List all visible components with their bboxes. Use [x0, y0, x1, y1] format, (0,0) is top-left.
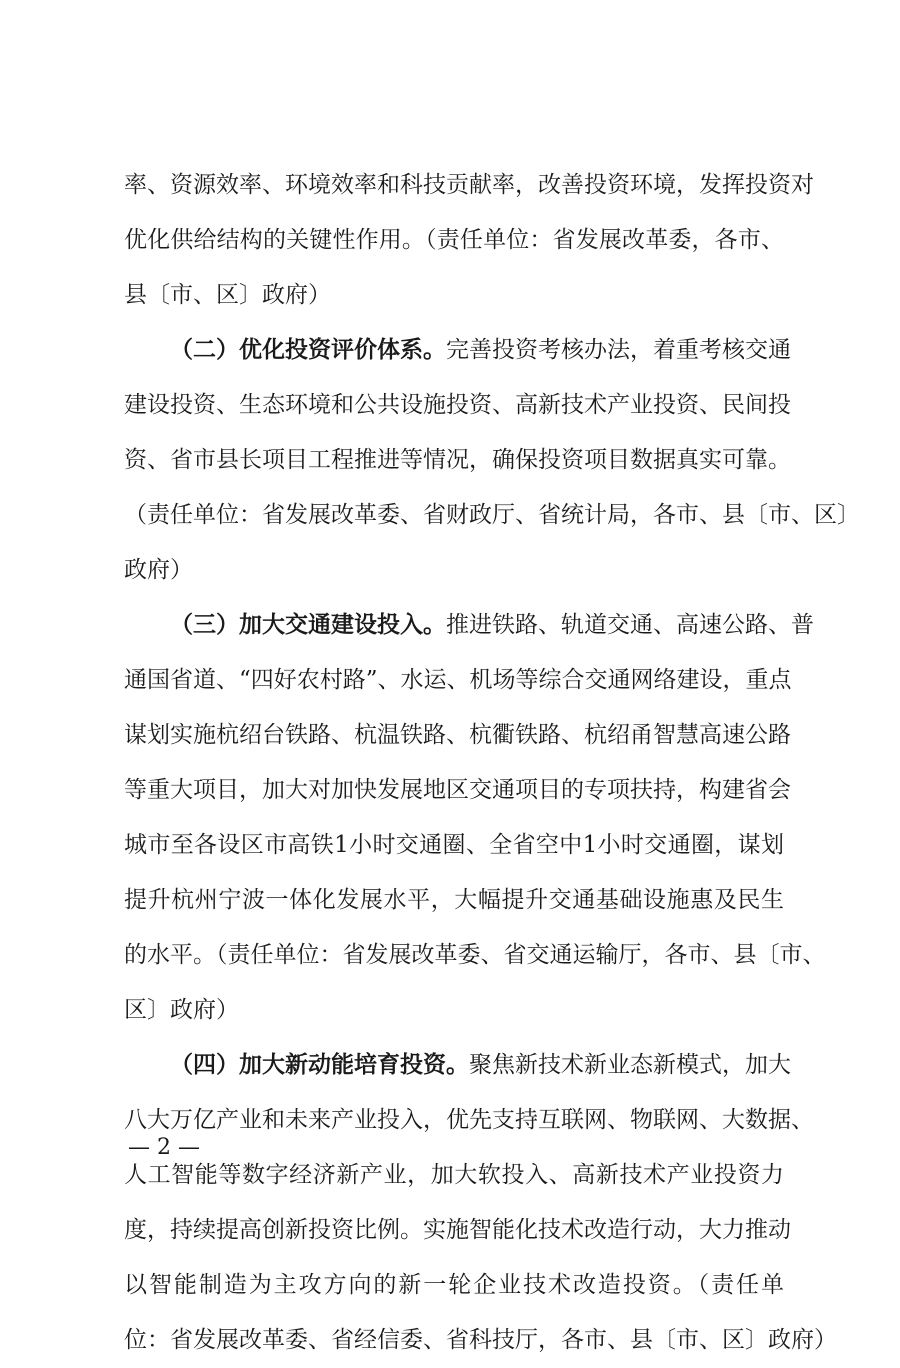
text-line: 通国省道、“四好农村路”、水运、机场等综合交通网络建设，重点	[124, 667, 792, 693]
page-number: — 2 —	[128, 1135, 200, 1160]
text-run: 聚焦新技术新业态新模式，加大	[469, 1052, 791, 1078]
paragraph-investment-evaluation	[124, 323, 860, 598]
text-run: 完善投资考核办法，着重考核交通	[446, 337, 791, 363]
section-heading: （三）加大交通建设投入。	[170, 612, 446, 638]
paragraph-transport-investment	[124, 598, 826, 1038]
paragraph-new-growth-investment	[124, 1038, 837, 1368]
text-line: 率、资源效率、环境效率和科技贡献率，改善投资环境，发挥投资对	[124, 172, 814, 198]
text-line: 优化供给结构的关键性作用。（责任单位：省发展改革委，各市、	[124, 227, 784, 253]
section-heading: （二）优化投资评价体系。	[170, 337, 446, 363]
text-line: 八大万亿产业和未来产业投入，优先支持互联网、物联网、大数据、	[124, 1107, 814, 1133]
text-line	[124, 323, 791, 378]
text-line: 等重大项目，加大对加快发展地区交通项目的专项扶持，构建省会	[124, 777, 791, 803]
text-line	[124, 598, 814, 653]
text-line: 以智能制造为主攻方向的新一轮企业技术改造投资。（责任单	[124, 1272, 784, 1298]
text-line: 的水平。（责任单位：省发展改革委、省交通运输厅，各市、县〔市、	[124, 942, 826, 968]
text-line: 人工智能等数字经济新产业，加大软投入、高新技术产业投资力	[124, 1162, 784, 1188]
text-line	[124, 1038, 791, 1093]
document-body	[124, 158, 860, 1368]
text-line: 度，持续提高创新投资比例。实施智能化技术改造行动，大力推动	[124, 1217, 791, 1243]
paragraph-continuation	[124, 158, 814, 323]
text-line: 区〕政府）	[124, 997, 239, 1023]
text-line: 政府）	[124, 557, 193, 583]
text-line: 城市至各设区市高铁1小时交通圈、全省空中1小时交通圈，谋划	[124, 832, 784, 858]
text-line: （责任单位：省发展改革委、省财政厅、省统计局，各市、县〔市、区〕	[124, 502, 860, 528]
text-line: 资、省市县长项目工程推进等情况，确保投资项目数据真实可靠。	[124, 447, 791, 473]
text-line: 位：省发展改革委、省经信委、省科技厅，各市、县〔市、区〕政府）	[124, 1327, 837, 1353]
section-heading: （四）加大新动能培育投资。	[170, 1052, 469, 1078]
text-run: 推进铁路、轨道交通、高速公路、普	[446, 612, 814, 638]
text-line: 建设投资、生态环境和公共设施投资、高新技术产业投资、民间投	[124, 392, 791, 418]
text-line: 谋划实施杭绍台铁路、杭温铁路、杭衢铁路、杭绍甬智慧高速公路	[124, 722, 791, 748]
text-line: 提升杭州宁波一体化发展水平，大幅提升交通基础设施惠及民生	[124, 887, 784, 913]
text-line: 县〔市、区〕政府）	[124, 282, 331, 308]
